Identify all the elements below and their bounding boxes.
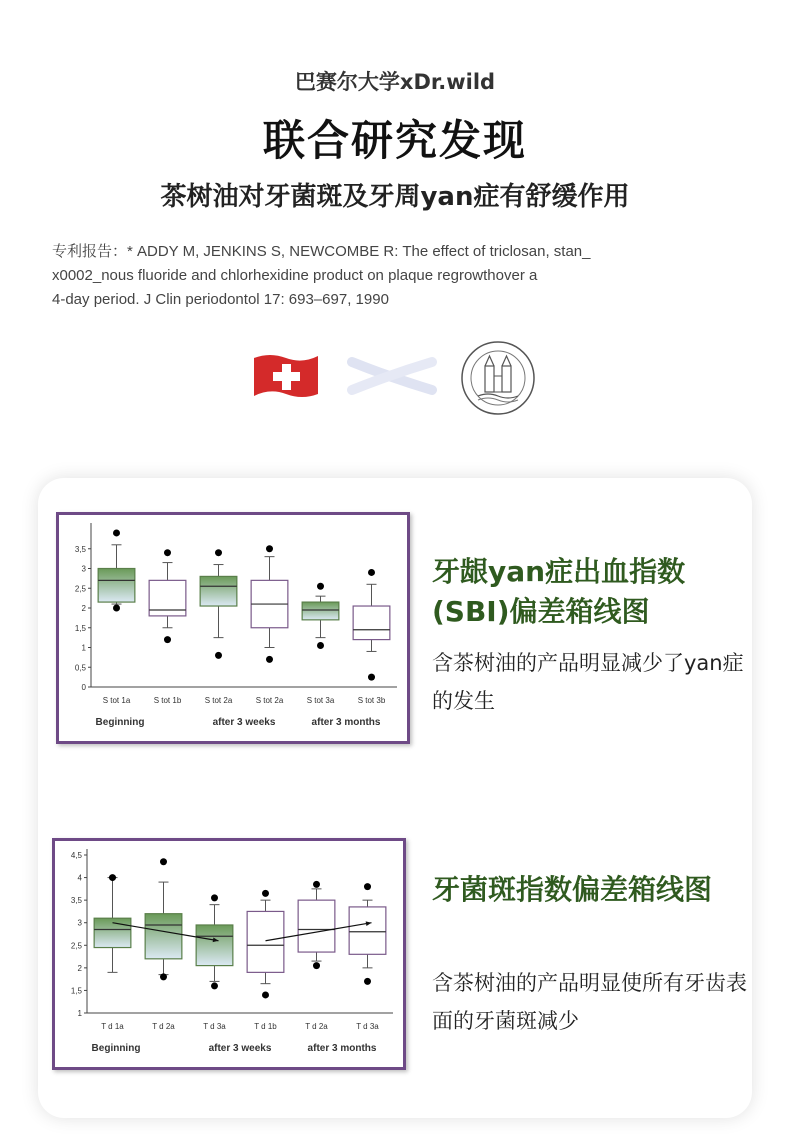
y-tick-label: 4	[77, 873, 82, 883]
x-tick-label: S tot 1b	[153, 696, 182, 705]
reference-line: 4-day period. J Clin periodontol 17: 693–697, 1990	[52, 291, 389, 308]
outlier-point	[262, 890, 269, 897]
y-tick-label: 1,5	[70, 986, 82, 996]
header-section	[0, 0, 790, 470]
section1-desc: 含茶树油的产品明显减少了yan症的发生	[432, 651, 744, 713]
x-tick-label: S tot 3b	[357, 696, 386, 705]
university-seal-icon	[460, 340, 536, 416]
outlier-point	[164, 549, 171, 556]
outlier-point	[317, 583, 324, 590]
y-tick-label: 3,5	[70, 896, 82, 906]
outlier-point	[160, 858, 167, 865]
x-tick-label: T d 3a	[203, 1022, 226, 1031]
outlier-point	[262, 991, 269, 998]
box-rect	[349, 907, 386, 954]
box-rect	[298, 900, 335, 952]
y-tick-label: 0,5	[74, 663, 86, 673]
group-label: Beginning	[95, 717, 145, 728]
sbi-boxplot-chart	[56, 512, 410, 744]
box-rect	[196, 925, 233, 966]
reference-line: x0002_nous fluoride and chlorhexidine product on plaque regrowthover a	[52, 267, 538, 284]
outlier-point	[266, 656, 273, 663]
outlier-point	[113, 529, 120, 536]
outlier-point	[364, 883, 371, 890]
headline: 茶树油对牙菌斑及牙周yan症有舒缓作用	[160, 182, 630, 212]
outlier-point	[368, 674, 375, 681]
outlier-point	[317, 642, 324, 649]
group-label: after 3 weeks	[208, 1043, 272, 1054]
swiss-flag-icon	[250, 350, 322, 402]
outlier-point	[364, 978, 371, 985]
plaque-boxplot-chart	[52, 838, 406, 1070]
y-tick-label: 0	[81, 683, 86, 692]
section2-title: 牙菌斑指数偏差箱线图	[432, 873, 713, 906]
reference-text	[52, 240, 742, 312]
collab-label: 巴赛尔大学xDr.wild	[294, 70, 496, 94]
group-label: after 3 months	[311, 717, 381, 728]
x-tick-label: S tot 3a	[306, 696, 335, 705]
outlier-point	[215, 549, 222, 556]
y-tick-label: 4,5	[70, 851, 82, 860]
outlier-point	[215, 652, 222, 659]
box-rect	[145, 914, 182, 959]
outlier-point	[109, 874, 116, 881]
y-tick-label: 1,5	[74, 623, 86, 633]
outlier-point	[313, 962, 320, 969]
page-title: 联合研究发现	[262, 116, 527, 165]
sbi-boxplot-svg	[59, 515, 407, 741]
x-tick-label: T d 1a	[101, 1022, 124, 1031]
x-tick-label: S tot 2a	[255, 696, 284, 705]
outlier-point	[368, 569, 375, 576]
group-label: Beginning	[91, 1043, 141, 1054]
outlier-point	[164, 636, 171, 643]
y-tick-label: 2	[81, 604, 86, 613]
outlier-point	[211, 894, 218, 901]
y-tick-label: 3	[77, 918, 82, 928]
x-cross-icon	[344, 356, 440, 396]
y-tick-label: 1	[77, 1009, 82, 1018]
outlier-point	[211, 982, 218, 989]
y-tick-label: 3,5	[74, 544, 86, 554]
outlier-point	[266, 545, 273, 552]
box-rect	[247, 911, 284, 972]
section1-title: 牙龈yan症出血指数(SBI)偏差箱线图	[432, 555, 686, 628]
y-tick-label: 2,5	[74, 584, 86, 594]
group-label: after 3 weeks	[212, 717, 276, 728]
y-tick-label: 2	[77, 963, 82, 973]
y-tick-label: 3	[81, 564, 86, 574]
outlier-point	[313, 881, 320, 888]
group-label: after 3 months	[307, 1043, 377, 1054]
section2-desc: 含茶树油的产品明显使所有牙齿表面的牙菌斑减少	[432, 971, 747, 1033]
x-tick-label: T d 2a	[152, 1022, 175, 1031]
box-rect	[353, 606, 390, 640]
outlier-point	[113, 605, 120, 612]
box-rect	[94, 918, 131, 947]
y-tick-label: 1	[81, 643, 86, 653]
outlier-point	[160, 973, 167, 980]
box-rect	[302, 602, 339, 620]
x-tick-label: S tot 1a	[102, 696, 131, 705]
x-tick-label: S tot 2a	[204, 696, 233, 705]
y-tick-label: 2,5	[70, 941, 82, 951]
x-tick-label: T d 3a	[356, 1022, 379, 1031]
box-rect	[98, 569, 135, 603]
x-tick-label: T d 1b	[254, 1022, 277, 1031]
plaque-boxplot-svg	[55, 841, 403, 1067]
box-rect	[200, 576, 237, 606]
reference-line: 专利报告：* ADDY M, JENKINS S, NEWCOMBE R: The effect of triclosan, stan_	[52, 243, 591, 260]
x-tick-label: T d 2a	[305, 1022, 328, 1031]
logo-row	[0, 340, 790, 420]
